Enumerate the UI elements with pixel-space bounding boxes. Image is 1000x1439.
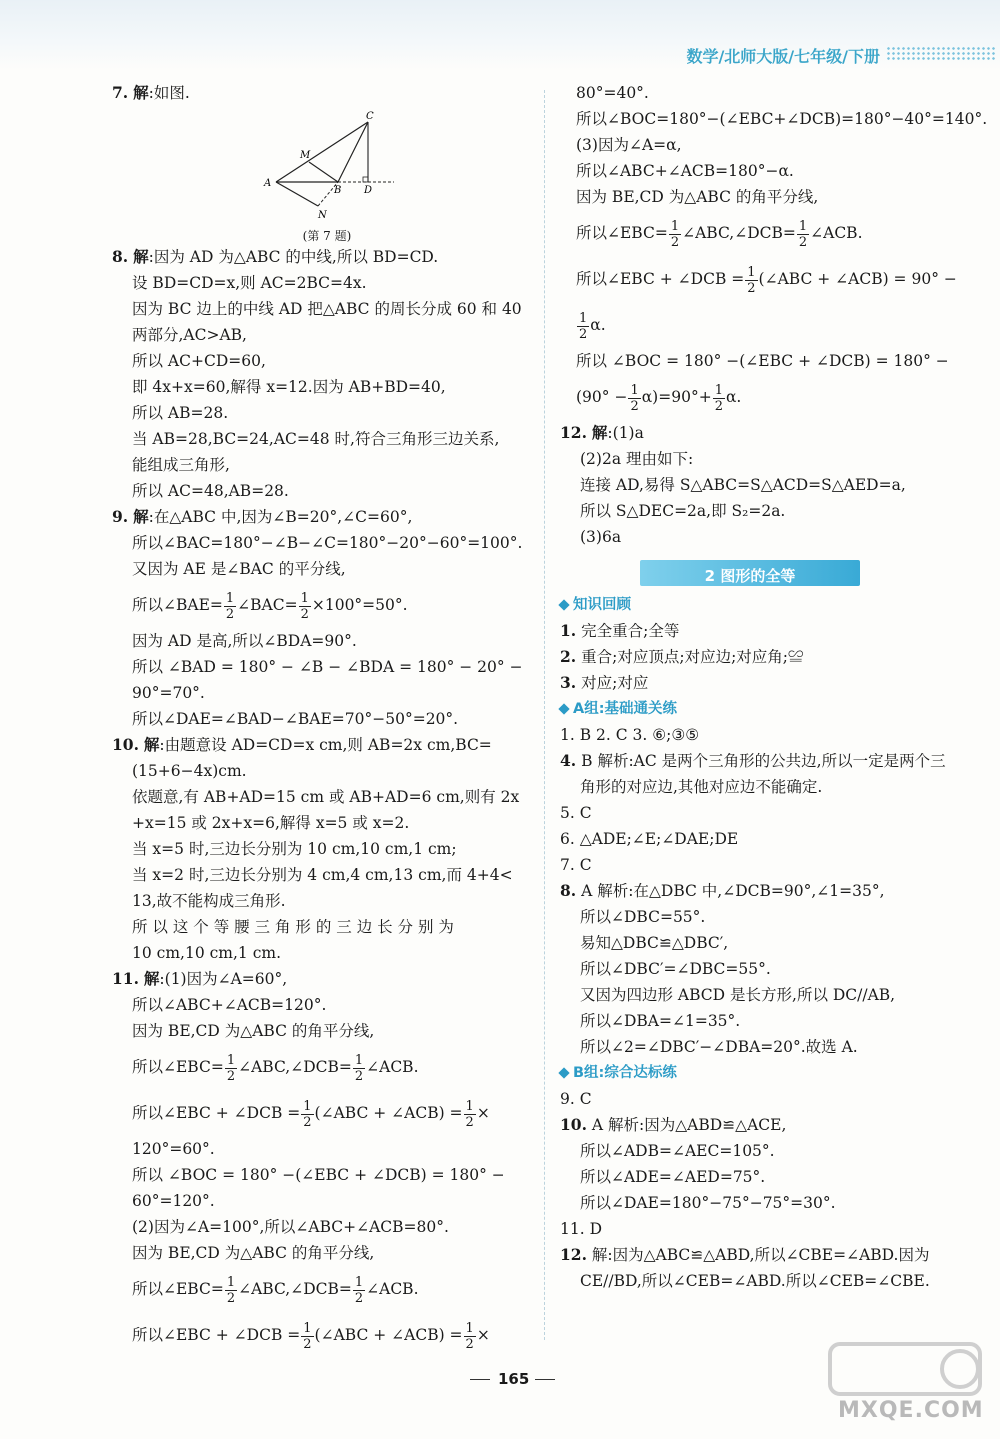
left-column: [112, 80, 532, 1358]
q8-block: 8. 解:因为 AD 为△ABC 的中线,所以 BD=CD. 设 BD=CD=x,则 AC=2BC=4x. 因为 BC 边上的中线 AD 把△ABC 的周长分成 60 和 40 两部分,AC>AB, 所以 AC+CD=60, 即 4x+x=60,解得 x=12.因为 AB+BD=40, 所以 AB=28. 当 AB=28,BC=24,AC=48 时,符合三角形三边关系, 能组成三角形, 所以 AC=48,AB=28.: [112, 247, 522, 500]
fraction: $\frac{1}{2}$: [226, 1052, 236, 1084]
group-a-heading: A组:基础通关练: [560, 696, 980, 722]
label-n: N: [318, 210, 327, 221]
q7-line: 7. 解:如图.: [112, 83, 190, 102]
header-dots-decoration: [886, 46, 996, 60]
knowledge-heading: 知识回顾: [560, 592, 980, 618]
fraction: $\frac{1}{2}$: [747, 264, 756, 296]
q11-block: 11. 解:(1)因为∠A=60°, 所以∠ABC+∠ACB=120°. 因为 BE,CD 为△ABC 的角平分线, 所以∠EBC= $\frac{1}{2}$ ∠ABC,∠DCB= $\frac{1}{2}$ ∠ACB. 所以∠EBC + ∠DCB = $\frac{1}{2}$ (∠ABC + ∠ACB) = $\frac{1}{2}$ × 120°=60°. 所以 ∠BOC = 180° −(∠EBC + ∠DCB) = 180° − 60°=120°. (2)因为∠A=100°,所以∠ABC+∠ACB=80°. 因为 BE,CD 为△ABC 的角平分线, 所以∠EBC= $\frac{1}{2}$ ∠ABC,∠DCB= $\frac{1}{2}$ ∠ACB. 所以∠EBC + ∠DCB = $\frac{1}{2}$ (∠ABC + ∠ACB) = $\frac{1}{2}$ ×: [112, 969, 505, 1352]
label-a: A: [264, 178, 272, 189]
fraction: $\frac{1}{2}$: [714, 382, 723, 414]
label-d: D: [364, 185, 373, 196]
fraction: $\frac{1}{2}$: [630, 382, 639, 414]
figure-caption: (第 7 题): [302, 229, 352, 243]
fraction: $\frac{1}{2}$: [225, 590, 235, 622]
page-dash-right: [535, 1379, 555, 1380]
fraction: $\frac{1}{2}$: [798, 218, 808, 250]
page-number: 165: [498, 1370, 530, 1388]
fraction: $\frac{1}{2}$: [226, 1274, 236, 1306]
q10-block: 10. 解:由题意设 AD=CD=x cm,则 AB=2x cm,BC= (15+6−4x)cm. 依题意,有 AB+AD=15 cm 或 AB+AD=6 cm,则有 2x +x=15 或 2x+x=6,解得 x=5 或 x=2. 当 x=5 时,三边长分别为 10 cm,10 cm,1 cm; 当 x=2 时,三边长分别为 4 cm,4 cm,13 cm,而 4+4< 13,故不能构成三角形. 所 以 这 个 等 腰 三 角 形 的 三 边 长 分 别 为 10 cm,10 cm,1 cm.: [112, 735, 520, 962]
fraction: $\frac{1}{2}$: [354, 1052, 364, 1084]
label-b: B: [334, 185, 342, 196]
fraction: $\frac{1}{2}$: [300, 590, 309, 622]
fraction: $\frac{1}{2}$: [465, 1098, 474, 1130]
watermark-text: MXQE.COM: [838, 1398, 984, 1423]
triangle-diagram: [262, 110, 412, 228]
q9-block: 9. 解:在△ABC 中,因为∠B=20°,∠C=60°, 所以∠BAC=180°−∠B−∠C=180°−20°−60°=100°. 又因为 AE 是∠BAC 的平分线, 所以∠BAE= $\frac{1}{2}$ ∠BAC= $\frac{1}{2}$ ×100°=50°. 因为 AD 是高,所以∠BDA=90°. 所以 ∠BAD = 180° − ∠B − ∠BDA = 180° − 20° − 90°=70°. 所以∠DAE=∠BAD−∠BAE=70°−50°=20°.: [112, 507, 523, 728]
fraction: $\frac{1}{2}$: [670, 218, 680, 250]
section-banner: [640, 560, 860, 586]
label-c: C: [366, 111, 374, 122]
diamond-icon: [558, 599, 569, 610]
page-header-title: 数学/北师大版/七年级/下册: [686, 47, 880, 66]
fraction: $\frac{1}{2}$: [579, 310, 588, 342]
geometry-figure: [262, 110, 412, 228]
label-m: M: [300, 150, 311, 161]
fraction: $\frac{1}{2}$: [303, 1098, 312, 1130]
diamond-icon: [558, 1067, 569, 1078]
fraction: $\frac{1}{2}$: [465, 1320, 474, 1352]
diamond-icon: [558, 703, 569, 714]
q12-block: 12. 解:(1)a (2)2a 理由如下: 连接 AD,易得 S△ABC=S△ACD=S△AED=a, 所以 S△DEC=2a,即 S₂=2a. (3)6a: [560, 423, 906, 546]
fraction: $\frac{1}{2}$: [303, 1320, 312, 1352]
right-column: 80°=40°. 所以∠BOC=180°−(∠EBC+∠DCB)=180°−40°=140°. (3)因为∠A=α, 所以∠ABC+∠ACB=180°−α. 因为 BE,CD 为△ABC 的角平分线, 所以∠EBC= $\frac{1}{2}$ ∠ABC,∠DCB= $\frac{1}{2}$ ∠ACB. 所以∠EBC + ∠DCB = $\frac{1}{2}$ (∠ABC + ∠ACB) = 90° − $\frac{1}{2}$ α. 所以 ∠BOC = 180° −(∠EBC + ∠DCB) = 180° − (90° − $\frac{1}{2}$ α)=90°+ $\frac{1}{2}$ α. 12. 解:(1)a (2)2a 理由如下: 连接 AD,易得 S△ABC=S△ACD=S△AED=a, 所以 S△DEC=2a,即 S₂=2a. (3)6a 2 图形的全等 知识回顾 1. 完全重合;全等 2. 重合;对应顶点;对应边;对应角;≌ 3. 对应;对应 A组:基础通关练 1. B 2. C 3. ⑥;③⑤ 4. B 解析:AC 是两个三角形的公共边,所以一定是两个三 角形的对应边,其他对应边不能确定. 5. C 6. △ADE;∠E;∠DAE;DE 7. C 8. A 解析:在△DBC 中,∠DCB=90°,∠1=35°, 所以∠DBC=55°. 易知△DBC≌△DBC′, 所以∠DBC′=∠DBC=55°. 又因为四边形 ABCD 是长方形,所以 DC//AB, 所以∠DBA=∠1=35°. 所以∠2=∠DBC′−∠DBA=20°.故选 A. B组:综合达标练 9. C 10. A 解析:因为△ABD≌△ACE, 所以∠ADB=∠AEC=105°. 所以∠ADE=∠AED=75°. 所以∠DAE=180°−75°−75°=30°. 11. D 12. 解:因为△ABC≌△ABD,所以∠CBE=∠ABD.因为 CE//BD,所以∠CEB=∠ABD.所以∠CEB=∠CBE.: [560, 84, 988, 1290]
group-b-heading: B组:综合达标练: [560, 1060, 980, 1086]
column-divider: [544, 90, 545, 1340]
section-title: 2 图形的全等: [704, 567, 796, 585]
fraction: $\frac{1}{2}$: [354, 1274, 364, 1306]
page-dash-left: [470, 1379, 490, 1380]
